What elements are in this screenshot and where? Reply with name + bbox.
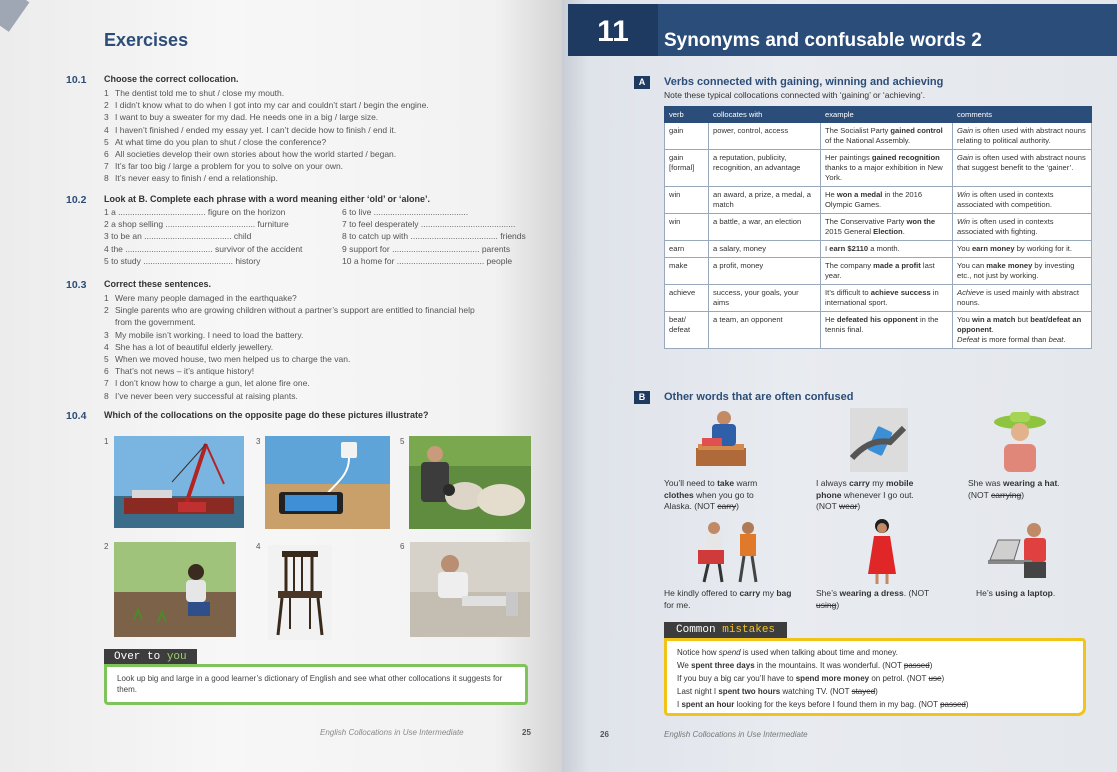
item-text: I haven’t finished / ended my essay yet. I can’t decide how to finish / end it. <box>115 124 397 135</box>
mistake-line: I spent an hour looking for the keys before I found them in my bag. (NOT passed) <box>677 700 969 709</box>
packing-clothes-illustration <box>690 408 754 472</box>
table-cell-verb: achieve <box>665 285 709 312</box>
table-cell-ex: Her paintings gained recognition thanks to a major exhibition in New York. <box>821 150 953 187</box>
crane-ship-photo <box>114 436 244 528</box>
table-row <box>665 258 1092 285</box>
using-laptop-illustration <box>984 520 1056 582</box>
item-number: 6 <box>104 149 109 160</box>
woman-hat-illustration <box>990 408 1050 472</box>
table-cell-ex: It’s difficult to achieve success in international sport. <box>821 285 953 312</box>
exercise-item <box>104 365 475 377</box>
exercise-item: 7 to feel desperately ........................................ <box>342 219 516 230</box>
item-number: 3 <box>104 329 109 340</box>
tab-highlight: you <box>166 651 187 663</box>
collocations-table <box>664 106 1092 349</box>
item-number: 6 <box>104 366 109 377</box>
exercise-item <box>104 304 475 316</box>
item-text: I’ve never been very successful at raising plants. <box>115 390 298 401</box>
exercise-item: 10 a home for ..................................... people <box>342 255 513 266</box>
table-row <box>665 187 1092 214</box>
table-row <box>665 241 1092 258</box>
table-header-row <box>665 107 1092 123</box>
exercise-item <box>104 377 475 389</box>
table-cell-com: You can make money by investing etc., not just by working. <box>953 258 1092 285</box>
exercise-instruction: Choose the correct collocation. <box>104 74 239 84</box>
common-mistakes-tab <box>664 622 787 638</box>
over-to-you-text: Look up big and large in a good learner’s dictionary of English and see what other collocations it suggests for them. <box>104 664 528 705</box>
page-corner <box>0 0 29 32</box>
tab-text: Over to <box>114 651 167 663</box>
exercise-item <box>104 316 475 328</box>
item-text: All societies develop their own stories about how the world started / began. <box>115 149 397 160</box>
caption-take-clothes: You’ll need to take warm clothes when you go to Alaska. (NOT carry) <box>664 478 758 511</box>
table-cell-coll: a profit, money <box>709 258 821 285</box>
planting-photo <box>114 542 236 637</box>
item-text: She has a lot of beautiful elderly jewellery. <box>115 341 274 352</box>
column-header: example <box>821 107 953 123</box>
table-cell-com: Win is often used in contexts associated with fighting. <box>953 214 1092 241</box>
item-number: 1 <box>104 88 109 98</box>
table-cell-verb: gain <box>665 123 709 150</box>
table-cell-verb: gain [formal] <box>665 150 709 187</box>
picture-label: 1 <box>104 437 109 446</box>
item-text: My mobile isn’t working. I need to load the battery. <box>115 329 304 340</box>
caption-wearing-hat: She was wearing a hat. (NOT carrying) <box>968 478 1060 500</box>
exercise-item: 8 to catch up with ..................................... friends <box>342 231 526 242</box>
farmer-sheep-photo <box>409 436 531 529</box>
unit-title: Synonyms and confusable words 2 <box>664 30 982 51</box>
item-text: It’s never easy to finish / end a relationship. <box>115 173 278 184</box>
item-text: Were many people damaged in the earthquake? <box>115 293 297 303</box>
mistake-line: We spent three days in the mountains. It was wonderful. (NOT passed) <box>677 661 933 670</box>
exercise-item <box>104 341 475 353</box>
common-mistakes-text <box>664 638 1086 716</box>
exercise-item <box>104 99 429 111</box>
item-number: 3 <box>104 112 109 123</box>
exercise-item <box>104 172 429 184</box>
item-text: Single parents who are growing children without a partner’s support are entitled to financial help <box>115 305 475 316</box>
item-text: When we moved house, two men helped us to charge the van. <box>115 354 351 365</box>
caption-carry-bag: He kindly offered to carry my bag for me. <box>664 588 792 610</box>
picture-label: 3 <box>256 437 261 446</box>
table-cell-ex: The Socialist Party gained control of the National Assembly. <box>821 123 953 150</box>
item-number: 7 <box>104 378 109 389</box>
charging-phone-photo <box>265 436 390 529</box>
carrying-phone-illustration <box>850 408 908 472</box>
item-text: It’s far too big / large a problem for you to solve on your own. <box>115 161 344 172</box>
picture-label: 2 <box>104 542 109 551</box>
woman-dress-illustration <box>862 518 902 584</box>
exercise-item <box>104 390 475 402</box>
table-row <box>665 150 1092 187</box>
caption-wearing-dress: She’s wearing a dress. (NOT using) <box>816 588 930 610</box>
item-text: The dentist told me to shut / close my mouth. <box>115 88 285 98</box>
section-tag-a: A <box>634 76 650 89</box>
over-to-you-tab <box>104 649 197 665</box>
item-text: from the government. <box>115 317 196 328</box>
item-number: 8 <box>104 390 109 401</box>
picture-label: 4 <box>256 542 261 551</box>
table-cell-com: You earn money by working for it. <box>953 241 1092 258</box>
injured-man-photo <box>410 542 530 637</box>
item-text: I don’t know how to charge a gun, let alone fire one. <box>115 378 310 389</box>
table-cell-com: Gain is often used with abstract nouns that suggest benefit to the ‘gainer’. <box>953 150 1092 187</box>
exercise-number: 10.4 <box>66 410 87 422</box>
caption-using-laptop: He’s using a laptop. <box>976 588 1056 598</box>
exercise-items <box>104 207 544 268</box>
table-cell-coll: an award, a prize, a medal, a match <box>709 187 821 214</box>
mistake-line: Last night I spent two hours watching TV. (NOT stayed) <box>677 687 878 696</box>
table-row <box>665 312 1092 349</box>
table-cell-com: Achieve is used mainly with abstract nouns. <box>953 285 1092 312</box>
exercise-item: 1 a ..................................... figure on the horizon <box>104 207 286 217</box>
mistake-line: If you buy a big car you’ll have to spend more money on petrol. (NOT use) <box>677 674 945 683</box>
exercises-title: Exercises <box>104 30 189 50</box>
exercise-items <box>104 292 475 402</box>
table-cell-ex: The company made a profit last year. <box>821 258 953 285</box>
table-cell-verb: beat/ defeat <box>665 312 709 349</box>
exercise-item <box>104 124 429 136</box>
exercise-instruction: Which of the collocations on the opposite page do these pictures illustrate? <box>104 410 429 420</box>
exercise-item <box>104 148 429 160</box>
column-header: comments <box>953 107 1092 123</box>
exercise-row <box>104 256 544 268</box>
exercise-number: 10.3 <box>66 279 87 291</box>
item-text: I want to buy a sweater for my dad. He needs one in a big / large size. <box>115 112 379 123</box>
item-number: 2 <box>104 100 109 111</box>
table-cell-coll: success, your goals, your aims <box>709 285 821 312</box>
item-text: At what time do you plan to shut / close the conference? <box>115 136 327 147</box>
common-mistakes-box <box>664 622 1086 716</box>
column-header: verb <box>665 107 709 123</box>
caption-carry-phone: I always carry my mobile phone whenever I go out. (NOT wear) <box>816 478 914 511</box>
item-number: 5 <box>104 136 109 147</box>
item-text: That’s not news – it’s antique history! <box>115 366 255 377</box>
table-cell-ex: I earn $2110 a month. <box>821 241 953 258</box>
picture-label: 6 <box>400 542 405 551</box>
item-number: 1 <box>104 293 109 303</box>
exercise-item <box>104 160 429 172</box>
table-cell-verb: win <box>665 214 709 241</box>
item-number: 2 <box>104 305 109 316</box>
page-number: 26 <box>600 730 609 739</box>
section-tag-b: B <box>634 391 650 404</box>
table-cell-com: Gain is often used with abstract nouns relating to political authority. <box>953 123 1092 150</box>
column-header: collocates with <box>709 107 821 123</box>
exercise-item: 5 to study ...................................... history <box>104 255 261 266</box>
exercise-item: 6 to live ........................................ <box>342 207 469 217</box>
exercise-item: 3 to be an ..................................... child <box>104 231 252 242</box>
table-cell-ex: He defeated his opponent in the tennis final. <box>821 312 953 349</box>
over-to-you-box <box>104 647 528 705</box>
table-row <box>665 285 1092 312</box>
section-a-title: Verbs connected with gaining, winning and achieving <box>664 76 944 88</box>
footer-title: English Collocations in Use Intermediate <box>320 728 464 737</box>
carrying-bag-illustration <box>696 520 768 584</box>
exercise-item <box>104 87 429 99</box>
table-cell-ex: He won a medal in the 2016 Olympic Games. <box>821 187 953 214</box>
exercise-row <box>104 231 544 243</box>
item-text: I didn’t know what to do when I got into my car and couldn’t start / begin the engine. <box>115 100 429 111</box>
table-cell-coll: a team, an opponent <box>709 312 821 349</box>
exercise-number: 10.2 <box>66 194 87 206</box>
table-cell-com: You win a match but beat/defeat an opponent. Defeat is more formal than beat. <box>953 312 1092 349</box>
table-row <box>665 123 1092 150</box>
exercise-item <box>104 353 475 365</box>
exercise-item: 4 the ..................................... survivor of the accident <box>104 243 303 254</box>
table-cell-ex: The Conservative Party won the 2015 General Election. <box>821 214 953 241</box>
item-number: 8 <box>104 173 109 184</box>
item-number: 4 <box>104 341 109 352</box>
exercise-item: 2 a shop selling ...................................... furniture <box>104 219 289 230</box>
exercise-row <box>104 244 544 256</box>
exercise-item: 9 support for ..................................... parents <box>342 243 511 254</box>
tab-text: Common <box>676 624 723 636</box>
table-cell-verb: make <box>665 258 709 285</box>
exercise-row <box>104 219 544 231</box>
footer-title: English Collocations in Use Intermediate <box>664 730 808 739</box>
section-a-note: Note these typical collocations connected with ‘gaining’ or ‘achieving’. <box>664 90 925 100</box>
exercise-items <box>104 87 429 185</box>
table-cell-coll: a reputation, publicity, recognition, an advantage <box>709 150 821 187</box>
table-cell-verb: win <box>665 187 709 214</box>
exercise-instruction: Look at B. Complete each phrase with a word meaning either ‘old’ or ‘alone’. <box>104 194 431 204</box>
picture-label: 5 <box>400 437 405 446</box>
exercise-row <box>104 207 544 219</box>
unit-number: 11 <box>568 4 658 56</box>
item-number: 5 <box>104 354 109 365</box>
exercise-item <box>104 111 429 123</box>
tab-highlight: mistakes <box>722 624 776 636</box>
exercise-item <box>104 329 475 341</box>
section-b-title: Other words that are often confused <box>664 391 854 403</box>
table-cell-com: Win is often used in contexts associated with competition. <box>953 187 1092 214</box>
item-number: 4 <box>104 124 109 135</box>
exercise-instruction: Correct these sentences. <box>104 279 212 289</box>
table-cell-coll: power, control, access <box>709 123 821 150</box>
page-number: 25 <box>522 728 531 737</box>
table-cell-coll: a salary, money <box>709 241 821 258</box>
exercise-number: 10.1 <box>66 74 87 86</box>
exercise-item <box>104 292 475 304</box>
exercise-item <box>104 136 429 148</box>
item-number: 7 <box>104 161 109 172</box>
table-cell-verb: earn <box>665 241 709 258</box>
mistake-line: Notice how spend is used when talking about time and money. <box>677 648 898 657</box>
antique-chair-photo <box>268 545 332 640</box>
table-cell-coll: a battle, a war, an election <box>709 214 821 241</box>
table-row <box>665 214 1092 241</box>
